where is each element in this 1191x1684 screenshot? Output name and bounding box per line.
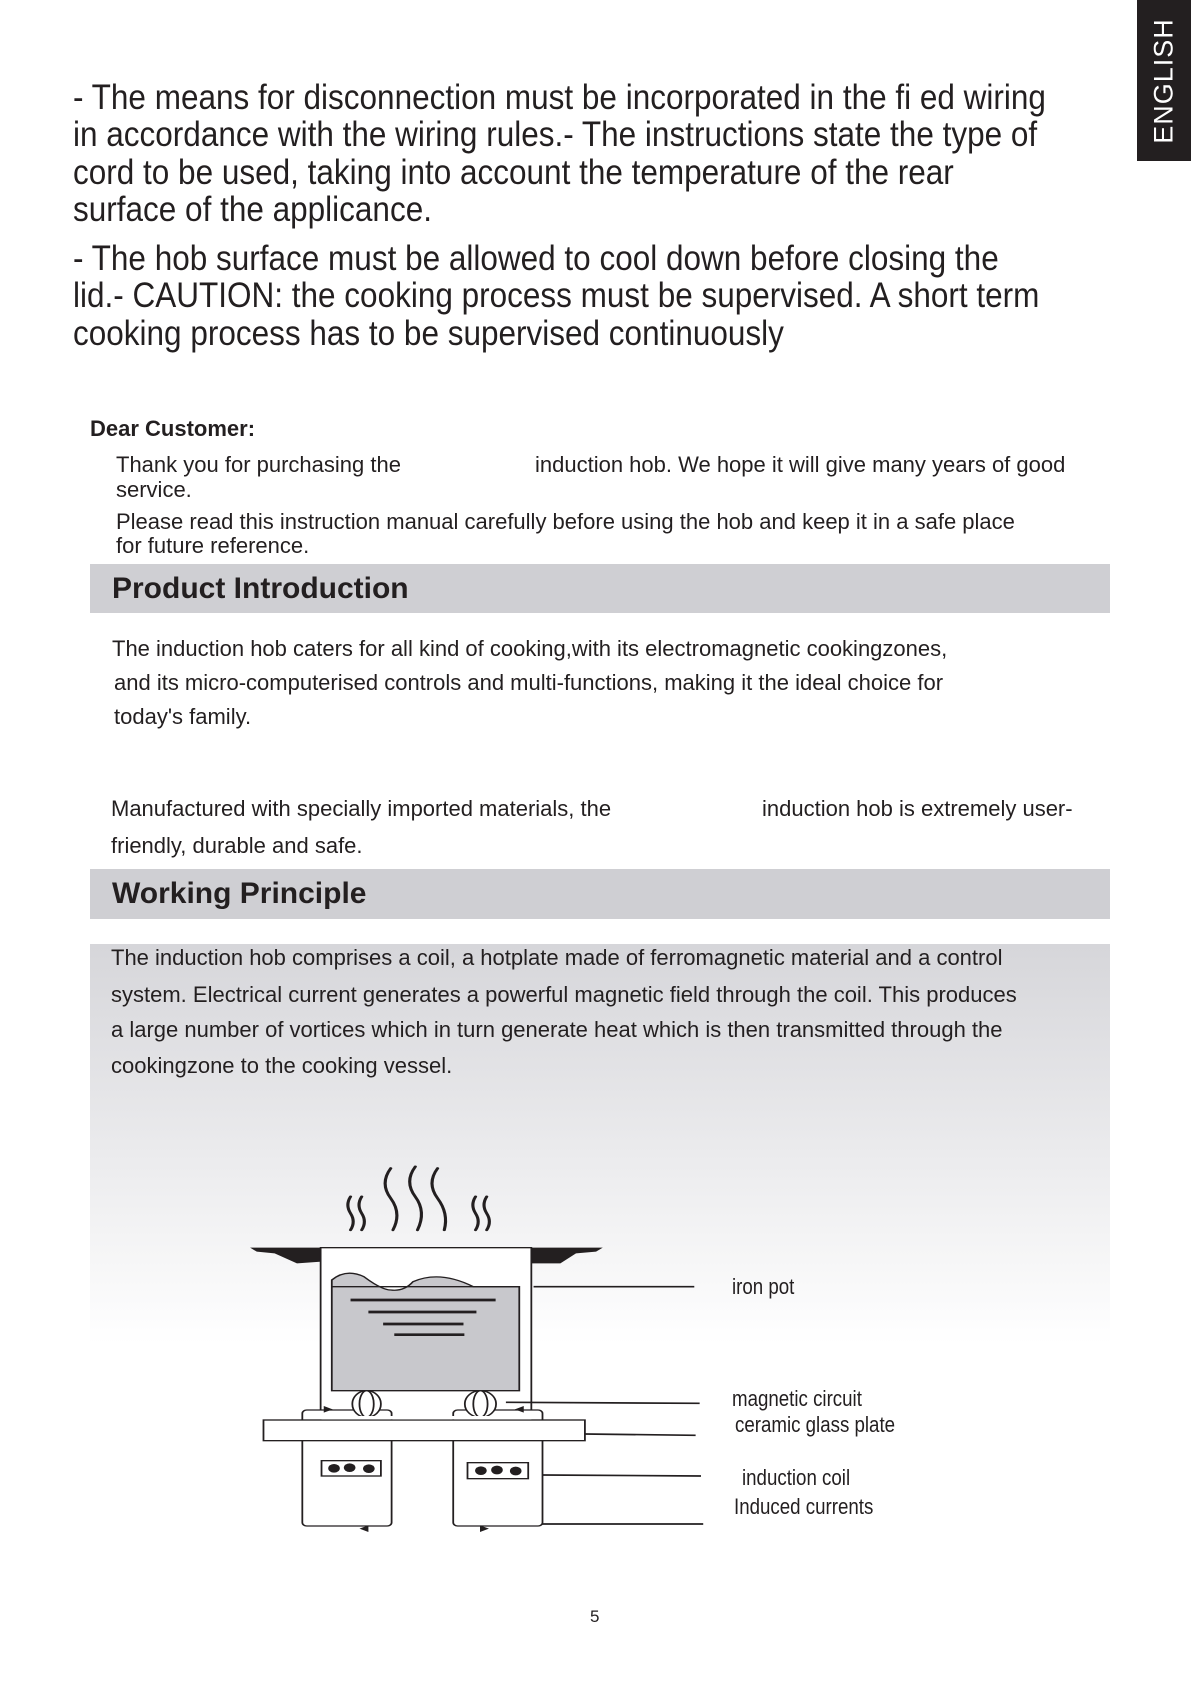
manufactured-text: induction hob is extremely user-: [762, 796, 1073, 821]
induction-diagram: [230, 1150, 930, 1550]
steam-icon: [348, 1167, 490, 1230]
label-induced-currents: Induced currents: [734, 1494, 874, 1519]
warning-line: lid.- CAUTION: the cooking process must be supervised. A short term: [73, 276, 1040, 315]
principle-line: cookingzone to the cooking vessel.: [111, 1053, 453, 1078]
principle-line: a large number of vortices which in turn generate heat which is then transmitted through the: [111, 1017, 1003, 1042]
thanks-text: Thank you for purchasing the: [116, 452, 401, 477]
language-tab: [1137, 0, 1191, 161]
warning-line: cord to be used, taking into account the temperature of the rear: [73, 153, 954, 192]
principle-line: system. Electrical current generates a powerful magnetic field through the coil. This produces: [111, 982, 1017, 1007]
pan-rim-right: [531, 1248, 602, 1264]
manufactured-text: Manufactured with specially imported materials, the: [111, 796, 612, 821]
section-heading: Product Introduction: [112, 572, 409, 605]
section-heading: Working Principle: [112, 877, 367, 910]
section-band: [90, 564, 1110, 613]
warning-line: - The hob surface must be allowed to cool down before closing the: [73, 239, 999, 278]
language-label: ENGLISH: [1148, 17, 1179, 144]
intro-line: and its micro-computerised controls and multi-functions, making it the ideal choice for: [114, 670, 944, 695]
label-iron-pot: iron pot: [732, 1274, 795, 1299]
thanks-text: service.: [116, 477, 192, 502]
label-ceramic-glass-plate: ceramic glass plate: [735, 1412, 896, 1437]
salutation: Dear Customer:: [90, 416, 256, 441]
food: [332, 1273, 520, 1390]
warning-line: surface of the applicance.: [73, 190, 432, 229]
read-text: Please read this instruction manual carefully before using the hob and keep it in a safe place: [116, 509, 1015, 534]
intro-line: today's family.: [114, 704, 252, 729]
manufactured-text: friendly, durable and safe.: [111, 833, 363, 858]
principle-line: The induction hob comprises a coil, a hotplate made of ferromagnetic material and a control: [111, 945, 1003, 970]
read-text: for future reference.: [116, 533, 310, 558]
label-magnetic-circuit: magnetic circuit: [732, 1386, 862, 1411]
intro-line: The induction hob caters for all kind of cooking,with its electromagnetic cookingzones,: [112, 636, 948, 661]
page-number: 5: [590, 1607, 600, 1626]
label-induction-coil: induction coil: [742, 1465, 851, 1490]
warning-line: in accordance with the wiring rules.- The instructions state the type of: [73, 115, 1038, 154]
section-band: [90, 869, 1110, 919]
thanks-text: induction hob. We hope it will give many years of good: [535, 452, 1066, 477]
pan-rim-left: [250, 1248, 321, 1264]
warning-line: - The means for disconnection must be incorporated in the fi ed wiring: [73, 78, 1046, 117]
warning-line: cooking process has to be supervised continuously: [73, 314, 784, 353]
